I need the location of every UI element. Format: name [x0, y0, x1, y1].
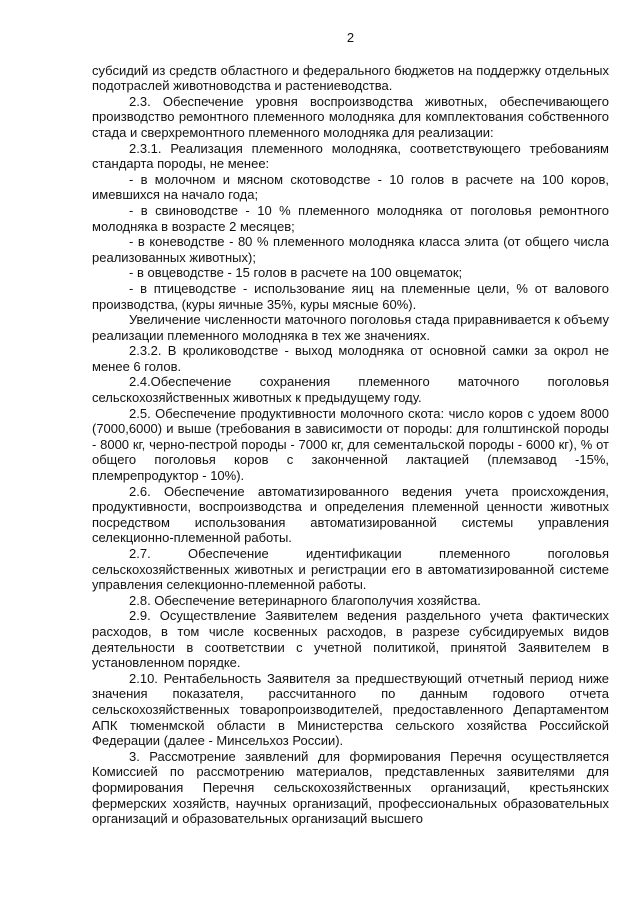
- paragraph: 2.3.1. Реализация племенного молодняка, соответствующего требованиям стандарта породы, не менее:: [92, 140, 609, 172]
- paragraph: Увеличение численности маточного поголовья стада приравнивается к объему реализации племенного молодняка в тех же значениях.: [92, 312, 609, 343]
- paragraph: 2.3. Обеспечение уровня воспроизводства животных, обеспечивающего производство ремонтного племенного молодняка для комплектования собственного стада и сверхремонтного племенного молодняка для реализации:: [92, 93, 609, 140]
- page-number: 2: [346, 30, 355, 45]
- document-page: [92, 30, 609, 827]
- paragraph: 2.4.Обеспечение сохранения племенного маточного поголовья сельскохозяйственных животных к предыдущему году.: [92, 374, 609, 406]
- paragraph: 2.3.2. В кролиководстве - выход молодняка от основной самки за окрол не менее 6 голов.: [92, 343, 609, 374]
- paragraph: - в молочном и мясном скотоводстве - 10 голов в расчете на 100 коров, имевшихся на начало года;: [92, 171, 609, 203]
- paragraph: 2.7. Обеспечение идентификации племенного поголовья сельскохозяйственных животных и регистрации его в автоматизированной системе управления селекционно-племенной работы.: [92, 546, 609, 593]
- document-body: [92, 63, 609, 827]
- paragraph: 2.6. Обеспечение автоматизированного ведения учета происхождения, продуктивности, воспроизводства и определения племенной ценности животных посредством использования автоматизированной системы управления селекционно-племенной работы.: [92, 483, 609, 546]
- paragraph: 2.5. Обеспечение продуктивности молочного скота: число коров с удоем 8000 (7000,6000) и выше (требования в зависимости от породы: для голштинской породы - 8000 кг, черно-пестрой породы - 7000 кг, для сементальской породы - 6000 кг), % от общего поголовья коров с законченной лактацией (племзавод -15%, племрепродуктор - 10%).: [92, 405, 609, 484]
- paragraph: 2.9. Осуществление Заявителем ведения раздельного учета фактических расходов, в том числе косвенных расходов, в разрезе субсидируемых видов деятельности в соответствии с учетной политикой, принятой Заявителем в установленном порядке.: [92, 608, 609, 671]
- paragraph: - в коневодстве - 80 % племенного молодняка класса элита (от общего числа реализованных животных);: [92, 234, 609, 265]
- paragraph: 3. Рассмотрение заявлений для формирования Перечня осуществляется Комиссией по рассмотрению материалов, представленных заявителями для формирования Перечня сельскохозяйственных организаций, крестьянских фермерских хозяйств, научных организаций, профессиональных образовательных организаций и образовательных организаций высшего: [92, 748, 609, 827]
- paragraph: 2.10. Рентабельность Заявителя за предшествующий отчетный период ниже значения показателя, рассчитанного по данным годового отчета сельскохозяйственных товаропроизводителей, предоставленного Департаментом АПК тюменмской области в Министерства сельского хозяйства Российской Федерации (далее - Минсельхоз России).: [92, 670, 609, 749]
- paragraph: субсидий из средств областного и федерального бюджетов на поддержку отдельных подотраслей животноводства и растениеводства.: [92, 62, 609, 94]
- paragraph: - в птицеводстве - использование яиц на племенные цели, % от валового производства, (куры яичные 35%, куры мясные 60%).: [92, 280, 609, 312]
- paragraph: - в свиноводстве - 10 % племенного молодняка от поголовья ремонтного молодняка в возрасте 2 месяцев;: [92, 202, 609, 234]
- paragraph: - в овцеводстве - 15 голов в расчете на 100 овцематок;: [129, 265, 463, 281]
- paragraph: 2.8. Обеспечение ветеринарного благополучия хозяйства.: [129, 592, 481, 608]
